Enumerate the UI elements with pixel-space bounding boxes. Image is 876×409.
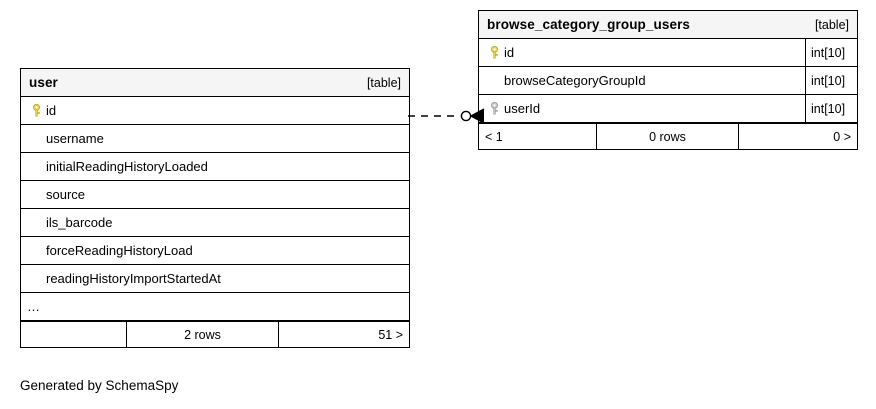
table-row[interactable]: [21, 153, 409, 181]
table-row[interactable]: [21, 125, 409, 153]
column-cell: [21, 215, 409, 230]
column-type: int[10]: [805, 39, 857, 66]
table-footer-browse-category-group-users: [479, 123, 857, 149]
diagram-caption: Generated by SchemaSpy: [20, 378, 179, 393]
table-row[interactable]: [479, 39, 857, 67]
table-row[interactable]: [21, 97, 409, 125]
column-name: forceReadingHistoryLoad: [46, 243, 193, 258]
column-cell: [21, 103, 409, 118]
ellipsis-label: …: [27, 299, 41, 314]
column-name: username: [46, 131, 104, 146]
column-name: initialReadingHistoryLoaded: [46, 159, 208, 174]
table-row[interactable]: [479, 95, 857, 123]
footer-child-count: 51 >: [378, 327, 403, 342]
table-footer-user: [21, 321, 409, 347]
table-row[interactable]: [21, 209, 409, 237]
footer-row-count: 0 rows: [597, 124, 739, 149]
column-cell: [21, 131, 409, 146]
primary-key-icon: [487, 46, 502, 59]
table-title: user: [29, 75, 58, 90]
relationship-connector: [408, 100, 488, 132]
table-node-user[interactable]: [20, 68, 410, 348]
table-title: browse_category_group_users: [487, 17, 691, 32]
column-type: int[10]: [805, 67, 857, 94]
column-name: source: [46, 187, 86, 202]
foreign-key-icon: [487, 102, 502, 115]
footer-parent-count: [21, 322, 127, 347]
table-row[interactable]: [479, 67, 857, 95]
table-header-user: [21, 69, 409, 97]
column-cell: [21, 243, 409, 258]
column-cell: [479, 101, 805, 116]
column-name: browseCategoryGroupId: [504, 73, 646, 88]
column-cell: [21, 159, 409, 174]
primary-key-icon: [29, 104, 44, 117]
table-row[interactable]: [21, 181, 409, 209]
column-name: id: [46, 103, 57, 118]
column-name: ils_barcode: [46, 215, 113, 230]
column-name: id: [504, 45, 515, 60]
column-type: int[10]: [805, 95, 857, 122]
more-columns-indicator: [21, 293, 409, 321]
ellipsis-cell: [21, 299, 409, 314]
column-name: readingHistoryImportStartedAt: [46, 271, 221, 286]
table-node-browse-category-group-users[interactable]: [478, 10, 858, 150]
footer-parent-count: < 1: [479, 124, 597, 149]
column-cell: [479, 73, 805, 88]
column-cell: [479, 45, 805, 60]
footer-row-count: 2 rows: [127, 322, 279, 347]
table-row[interactable]: [21, 265, 409, 293]
table-type-tag: [table]: [814, 17, 849, 32]
table-header-browse-category-group-users: [479, 11, 857, 39]
column-cell: [21, 187, 409, 202]
footer-child-count: 0 >: [833, 129, 851, 144]
table-type-tag: [table]: [366, 75, 401, 90]
column-name: userId: [504, 101, 541, 116]
table-row[interactable]: [21, 237, 409, 265]
column-cell: [21, 271, 409, 286]
